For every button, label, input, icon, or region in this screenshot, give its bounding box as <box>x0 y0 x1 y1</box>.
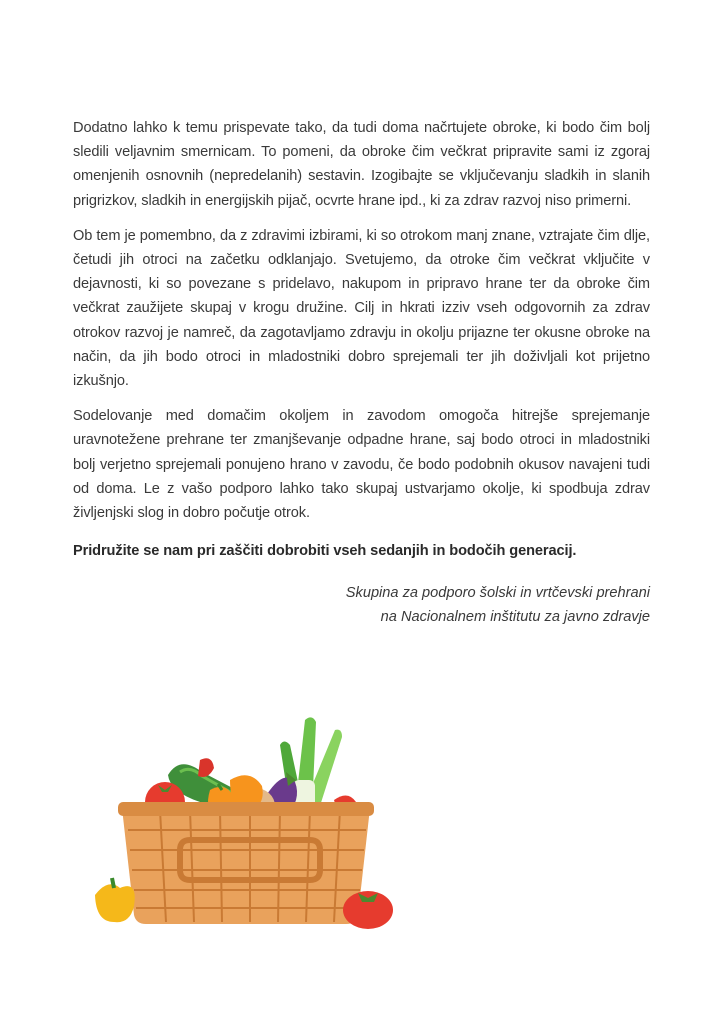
yellow-pepper-icon <box>95 878 135 922</box>
paragraph-1: Dodatno lahko k temu prispevate tako, da tudi doma načrtujete obroke, ki bodo čim bolj sledili veljavnim smernicam. To pomeni, da obroke čim večkrat pripravite sami iz zgoraj omenjenih osnovnih (nepredelanih) sestavin. Izogibajte se vključevanju sladkih in slanih prigrizkov, sladkih in energijskih pijač, ocvrte hrane ipd., ki za zdrav razvoj niso primerni. <box>73 120 650 209</box>
chili-icon <box>198 758 214 777</box>
call-to-action: Pridružite se nam pri zaščiti dobrobiti vseh sedanjih in bodočih generacij. <box>73 543 577 560</box>
outside-tomato-icon <box>343 891 393 929</box>
basket-icon <box>118 802 374 924</box>
signature <box>73 581 650 629</box>
signature-line-2: na Nacionalnem inštitutu za javno zdravje <box>380 609 650 626</box>
vegetable-basket-icon <box>90 710 400 935</box>
paragraph-2: Ob tem je pomembno, da z zdravimi izbirami, ki so otrokom manj znane, vztrajate čim dlje, četudi jih otroci na začetku odklanjajo. Svetujemo, da otroke čim večkrat vključite v dejavnosti, ki so povezane s pridelavo, nakupom in pripravo hrane ter da obroke čim večkrat zaužijete skupaj v krogu družine. Cilj in hkrati izziv vseh odgovornih za zdrav otrokov razvoj je namreč, da zagotavljamo zdravju in okolju prijazne ter okusne obroke na način, da jih bodo otroci in mladostniki dobro sprejemali ter jih doživljali kot prijetno izkušnjo. <box>73 227 650 390</box>
document-page <box>73 116 650 629</box>
paragraph-3: Sodelovanje med domačim okoljem in zavodom omogoča hitrejše sprejemanje uravnotežene prehrane ter zmanjševanje odpadne hrane, saj bodo otroci in mladostniki bolj verjetno sprejemali ponujeno hrano v zavodu, če bodo podobnih okusov navajeni tudi od doma. Le z vašo podporo lahko tako skupaj ustvarjamo okolje, ki spodbuja zdrav življenjski slog in dobro počutje otrok. <box>73 408 650 522</box>
signature-line-1: Skupina za podporo šolski in vrtčevski prehrani <box>345 585 650 602</box>
